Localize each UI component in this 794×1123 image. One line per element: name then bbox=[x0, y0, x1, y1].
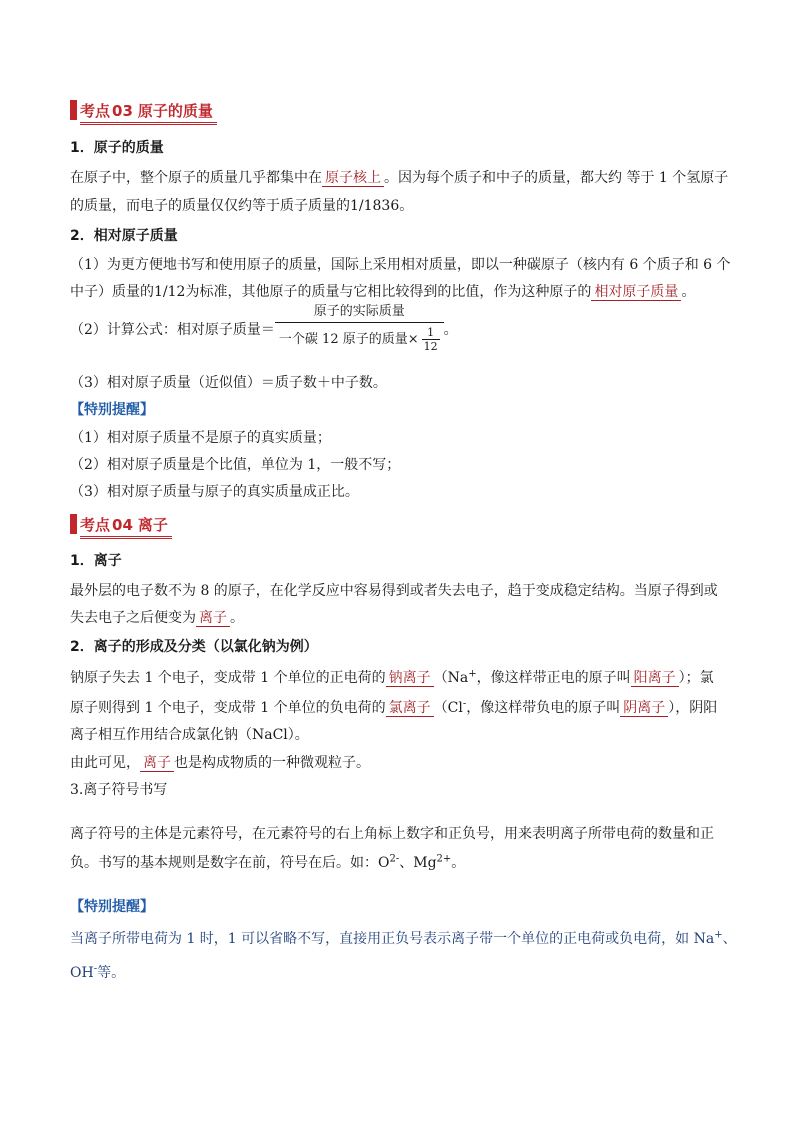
answer-blank: 离子 bbox=[140, 755, 174, 772]
answer-blank: 离子 bbox=[196, 610, 230, 627]
paragraph-line: 的质量，而电子的质量仅仅约等于质子质量的1/1836。 bbox=[70, 198, 414, 214]
paragraph-line: （3）相对原子质量（近似值）＝质子数＋中子数。 bbox=[70, 375, 387, 391]
tip-item: （2）相对原子质量是个比值，单位为 1，一般不写； bbox=[70, 457, 401, 473]
answer-blank: 原子核上 bbox=[322, 170, 384, 187]
tip-heading: 【特别提醒】 bbox=[70, 402, 154, 418]
answer-blank: 阴离子 bbox=[620, 700, 668, 717]
paragraph-line: 最外层的电子数不为 8 的原子，在化学反应中容易得到或者失去电子，趋于变成稳定结构。当原子得到或 bbox=[70, 583, 718, 599]
paragraph-line: 离子符号的主体是元素符号，在元素符号的右上角标上数字和正负号，用来表明离子所带电荷的数量和正 bbox=[70, 826, 714, 842]
heading-marker-icon bbox=[70, 100, 77, 120]
paragraph-line: 钠原子失去 1 个电子，变成带 1 个单位的正电荷的 钠离子 （Na+，像这样带正电的原子叫 阳离子 ）；氯 bbox=[70, 668, 714, 686]
section-heading-04: 考点 04 离子 bbox=[70, 512, 172, 536]
tip-item: （3）相对原子质量与原子的真实质量成正比。 bbox=[70, 484, 359, 500]
tip-paragraph-line: 当离子所带电荷为 1 时，1 可以省略不写，直接用正负号表示离子带一个单位的正电荷或负电荷，如 Na+、 bbox=[70, 929, 737, 947]
paragraph-line: 离子相互作用结合成氯化钠（NaCl）。 bbox=[70, 727, 309, 743]
paragraph-line: 原子则得到 1 个电子，变成带 1 个单位的负电荷的 氯离子 （Cl-，像这样带负电的原子叫 阴离子 ），阴阳 bbox=[70, 698, 718, 716]
paragraph-line: 负。书写的基本规则是数字在前，符号在后。如：$O^{2-}$、$Mg^{2+}$。 bbox=[70, 853, 466, 871]
tip-heading: 【特别提醒】 bbox=[70, 899, 154, 915]
tip-item: （1）相对原子质量不是原子的真实质量； bbox=[70, 430, 331, 446]
heading-marker-icon bbox=[70, 514, 77, 534]
section-heading-03: 考点 03 原子的质量 bbox=[70, 98, 217, 122]
paragraph-line: 中子）质量的1/12为标准，其他原子的质量与它相比较得到的比值，作为这种原子的 相对原子质量 。 bbox=[70, 284, 696, 300]
subheading-ion-symbol: 3.离子符号书写 bbox=[70, 782, 168, 798]
answer-blank: 钠离子 bbox=[386, 670, 434, 687]
tip-paragraph-line: OH-等。 bbox=[70, 963, 126, 981]
paragraph-line: 在原子中，整个原子的质量几乎都集中在 原子核上 。因为每个质子和中子的质量，都大约 等于 1 个氢原子 bbox=[70, 170, 729, 186]
subheading-relative-mass: 2．相对原子质量 bbox=[70, 228, 178, 244]
answer-blank: 氯离子 bbox=[386, 700, 434, 717]
formula-fraction: 原子的实际质量 一个碳 12 原子的质量× $\frac{1}{12}$ bbox=[275, 304, 444, 353]
paragraph-line: （1）为更方便地书写和使用原子的质量，国际上采用相对质量，即以一种碳原子（核内有 6 个质子和 6 个 bbox=[70, 257, 731, 273]
answer-blank: 相对原子质量 bbox=[591, 284, 681, 301]
paragraph-line: 失去电子之后便变为 离子 。 bbox=[70, 610, 244, 626]
subheading-ion-formation: 2．离子的形成及分类（以氯化钠为例） bbox=[70, 639, 318, 655]
subheading-ion: 1．离子 bbox=[70, 553, 122, 569]
subheading-atom-mass: 1．原子的质量 bbox=[70, 140, 164, 156]
answer-blank: 阳离子 bbox=[631, 670, 679, 687]
formula-line: （2）计算公式：相对原子质量＝ 原子的实际质量 一个碳 12 原子的质量× $\frac{1}{12}$ 。 bbox=[70, 304, 458, 353]
paragraph-line: 由此可见， 离子 也是构成物质的一种微观粒子。 bbox=[70, 755, 370, 771]
